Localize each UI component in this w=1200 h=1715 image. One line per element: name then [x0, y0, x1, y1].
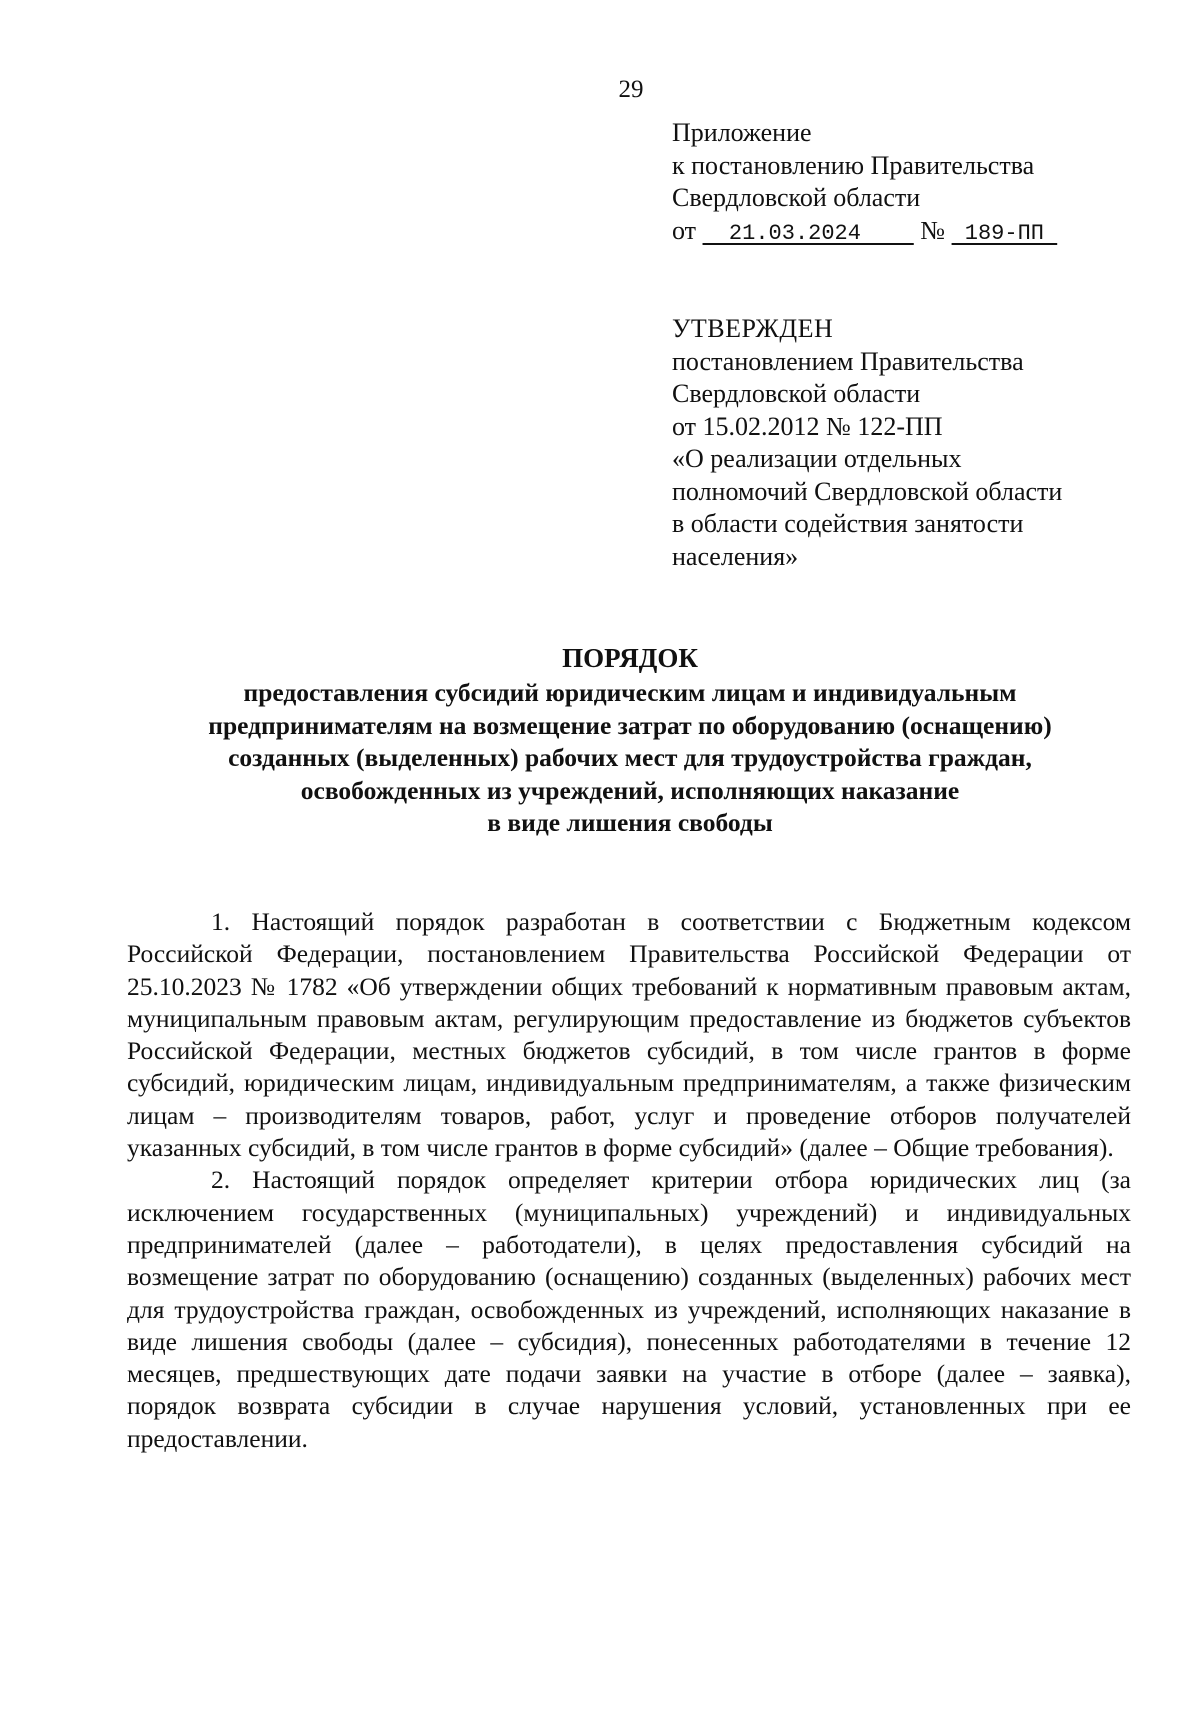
- paragraph-2: 2. Настоящий порядок определяет критерии отбора юридических лиц (за исключением государственных (муниципальных) учреждений) и индивидуальных предпринимателей (далее – работодатели), в целях предоставления субсидий на возмещение затрат по оборудованию (оснащению) созданных (выделенных) рабочих мест для трудоустройства граждан, освобожденных из учреждений, исполняющих наказание в виде лишения свободы (далее – субсидия), понесенных работодателями в течение 12 месяцев, предшествующих дате подачи заявки на участие в отборе (далее – заявка), порядок возврата субсидии в случае нарушения условий, установленных при ее предоставлении.: [127, 1165, 1131, 1453]
- title-main: ПОРЯДОК: [562, 643, 698, 673]
- approved-line: постановлением Правительства: [672, 346, 1024, 376]
- title-line: предпринимателям на возмещение затрат по оборудованию (оснащению): [208, 710, 1052, 740]
- appendix-heading: Приложение: [672, 118, 812, 147]
- title-line: освобожденных из учреждений, исполняющих наказание: [300, 775, 960, 805]
- paragraph-1: 1. Настоящий порядок разработан в соответствии с Бюджетным кодексом Российской Федерации, постановлением Правительства Российской Федерации от 25.10.2023 № 1782 «Об утверждении общих требований к нормативным правовым актам, муниципальным правовым актам, регулирующим предоставление из бюджетов субъектов Российской Федерации, местных бюджетов субсидий, в том числе грантов в форме субсидий, юридическим лицам, индивидуальным предпринимателям, а также физическим лицам – производителям товаров, работ, услуг и проведение отборов получателей указанных субсидий, в том числе грантов в форме субсидий» (далее – Общие требования).: [127, 907, 1131, 1163]
- approved-line: населения»: [672, 541, 799, 571]
- title-line: предоставления субсидий юридическим лицам и индивидуальным: [243, 678, 1017, 707]
- title-line: в виде лишения свободы: [487, 808, 773, 837]
- approved-line: от 15.02.2012 № 122-ПП: [672, 411, 943, 441]
- appendix-date-line: [672, 215, 1057, 251]
- appendix-block: [672, 117, 1057, 250]
- approved-line: в области содействия занятости: [672, 509, 1024, 538]
- resolution-number: 189-ПП: [951, 220, 1058, 246]
- page-number: 29: [618, 76, 644, 103]
- date-prefix: от: [672, 215, 697, 245]
- document-body: [127, 906, 1131, 1455]
- approved-line: полномочий Свердловской области: [672, 476, 1063, 506]
- resolution-date: 21.03.2024: [702, 220, 914, 246]
- document-title: [130, 640, 1130, 840]
- approved-line: Свердловской области: [672, 379, 921, 408]
- appendix-line: к постановлению Правительства: [672, 150, 1035, 180]
- title-line: созданных (выделенных) рабочих мест для трудоустройства граждан,: [228, 743, 1032, 772]
- number-prefix: №: [920, 215, 946, 245]
- approved-block: [672, 313, 1062, 573]
- appendix-line: Свердловской области: [672, 183, 921, 212]
- approved-line: «О реализации отдельных: [672, 444, 962, 473]
- approved-heading: УТВЕРЖДЕН: [672, 314, 834, 343]
